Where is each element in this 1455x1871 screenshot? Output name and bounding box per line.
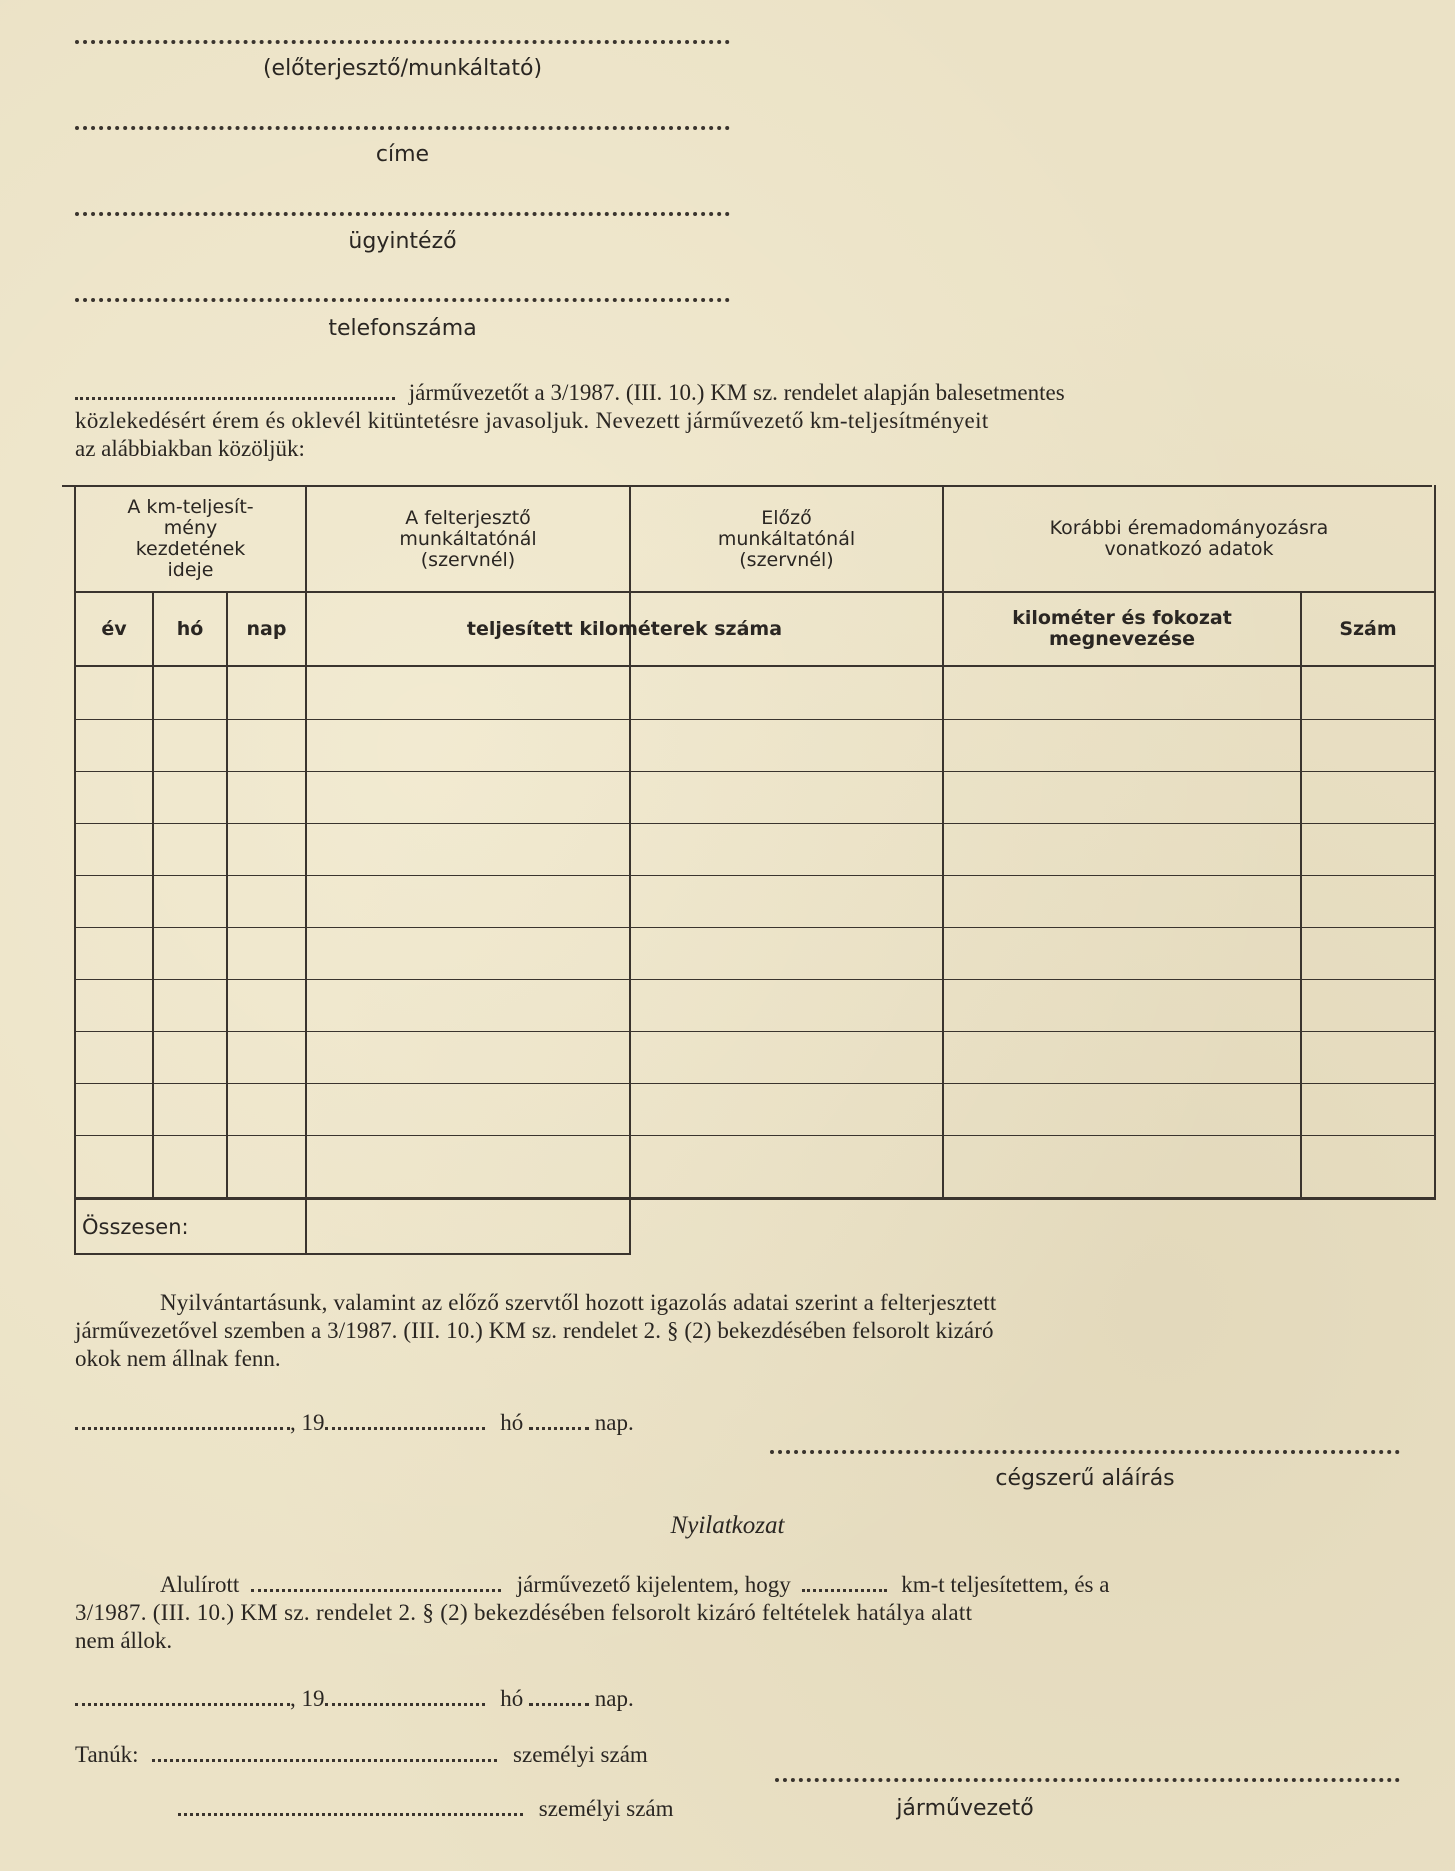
table-row[interactable] <box>76 875 1434 876</box>
witness-2: személyi szám <box>178 1796 674 1822</box>
total-value-cell[interactable] <box>307 1201 629 1253</box>
decl-name-field[interactable] <box>251 1581 501 1592</box>
address-caption: címe <box>375 142 430 167</box>
table-row[interactable] <box>76 823 1434 824</box>
driver-caption: járművezető <box>896 1796 1034 1821</box>
phone-caption: telefonszáma <box>328 316 477 341</box>
cert-date: , 19 hó nap. <box>75 1410 634 1436</box>
table-row[interactable] <box>76 979 1434 980</box>
signature-caption: cégszerű aláírás <box>995 1466 1175 1491</box>
clerk-caption: ügyintéző <box>348 229 457 254</box>
proposer-line[interactable] <box>75 40 730 44</box>
decl-date: , 19 hó nap. <box>75 1686 634 1712</box>
witness-2-field[interactable] <box>178 1805 523 1816</box>
cert-line-3: okok nem állnak fenn. <box>75 1346 281 1371</box>
sub-month: hó <box>176 617 204 640</box>
col-prior-awards-header: Korábbi éremadományozásra vonatkozó adatok <box>1049 517 1329 560</box>
cert-year-field[interactable] <box>325 1419 485 1430</box>
table-row[interactable] <box>76 1083 1434 1084</box>
col-previous-header: Előző munkáltatónál (szervnél) <box>717 506 856 571</box>
decl-km-field[interactable] <box>802 1581 887 1592</box>
table-row[interactable] <box>76 1031 1434 1032</box>
phone-line[interactable] <box>75 298 730 302</box>
decl-line-2: 3/1987. (III. 10.) KM sz. rendelet 2. § (2) bekezdésében felsorolt kizáró feltételek hatálya alatt <box>75 1600 973 1625</box>
col-proposer-header: A felterjesztő munkáltatónál (szervnél) <box>399 506 537 571</box>
table-row[interactable] <box>76 719 1434 720</box>
driver-signature-line[interactable] <box>775 1778 1400 1782</box>
intro-line-2: közlekedésért érem és oklevél kitüntetésre javasoljuk. Nevezett járművezető km-teljesítményeit <box>75 408 989 433</box>
sub-km-grade: kilométer és fokozat megnevezése <box>1012 607 1232 650</box>
proposer-caption: (előterjesztő/munkáltató) <box>262 56 543 81</box>
cert-day-field[interactable] <box>529 1419 589 1430</box>
address-line[interactable] <box>75 126 730 130</box>
decl-day-field[interactable] <box>529 1695 589 1706</box>
witness-1: Tanúk: személyi szám <box>75 1742 648 1767</box>
table-row[interactable] <box>76 771 1434 772</box>
cert-line-2: járművezetővel szemben a 3/1987. (III. 10.) KM sz. rendelet 2. § (2) bekezdésében felsorolt kizáró <box>75 1318 994 1343</box>
clerk-line[interactable] <box>75 212 730 216</box>
sub-day: nap <box>246 617 287 640</box>
decl-year-field[interactable] <box>325 1695 485 1706</box>
decl-line-3: nem állok. <box>75 1628 173 1653</box>
sub-year: év <box>101 617 127 640</box>
col-start-header: A km-teljesít- mény kezdetének ideje <box>127 496 254 581</box>
intro-line-3: az alábbiakban közöljük: <box>75 436 305 461</box>
total-label: Összesen: <box>82 1214 189 1239</box>
decl-line-1: Alulírott járművezető kijelentem, hogy km-t teljesítettem, és a <box>160 1572 1110 1597</box>
decl-place-field[interactable] <box>75 1695 290 1706</box>
driver-name-field[interactable] <box>75 389 395 400</box>
table-row[interactable] <box>76 1135 1434 1136</box>
cert-line-1: Nyilvántartásunk, valamint az előző szervtől hozott igazolás adatai szerint a felterjesztett <box>160 1290 997 1315</box>
signature-line[interactable] <box>770 1450 1400 1454</box>
intro-line-1: járművezetőt a 3/1987. (III. 10.) KM sz. rendelet alapján balesetmentes <box>75 380 1065 406</box>
sub-km: teljesített kilométerek száma <box>466 617 783 640</box>
km-table <box>62 485 1440 1255</box>
cert-place-field[interactable] <box>75 1419 290 1430</box>
table-row[interactable] <box>76 927 1434 928</box>
sub-number: Szám <box>1339 617 1397 640</box>
declaration-title: Nyilatkozat <box>670 1512 785 1539</box>
witness-1-field[interactable] <box>152 1751 497 1762</box>
